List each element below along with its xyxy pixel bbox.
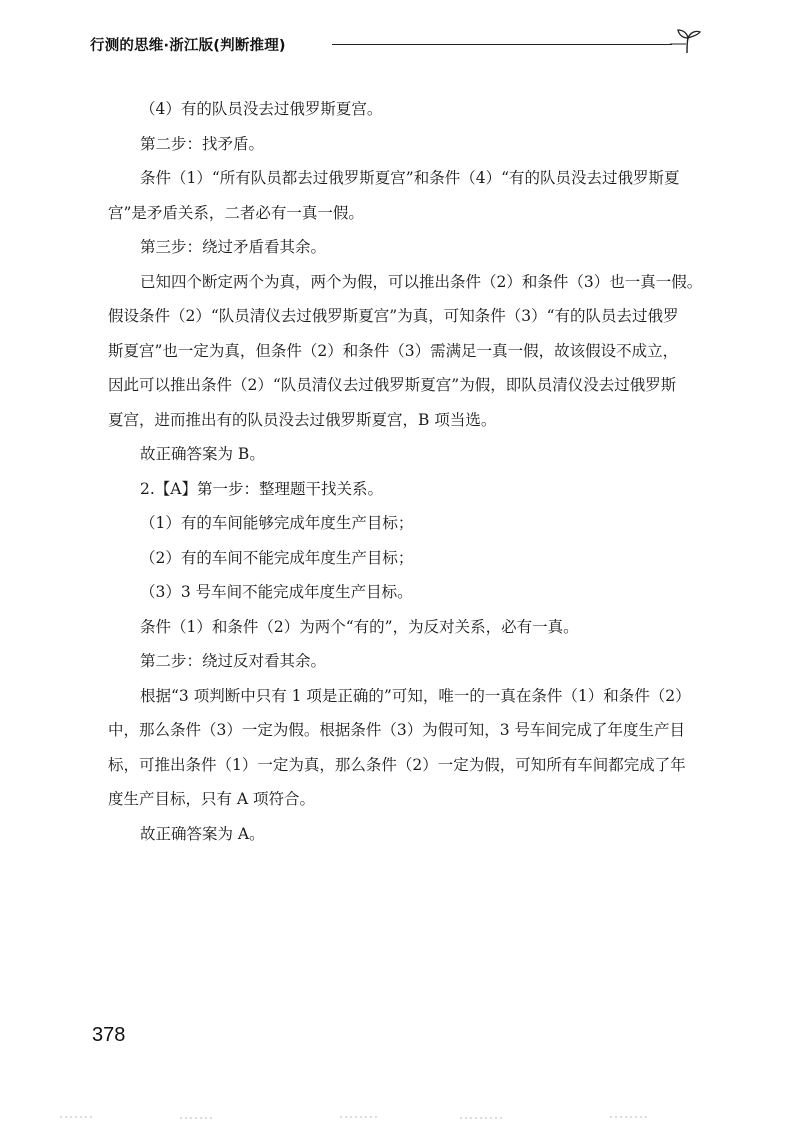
paragraph-line: 中，那么条件（3）一定为假。根据条件（3）为假可知，3 号车间完成了年度生产目 — [108, 721, 686, 739]
sprout-icon — [670, 26, 704, 54]
paragraph-line: 因此可以推出条件（2）“队员清仪去过俄罗斯夏宫”为假，即队员清仪没去过俄罗斯 — [108, 376, 677, 394]
paragraph-line: 2.【A】第一步：整理题干找关系。 — [140, 479, 383, 498]
paragraph-line: 标，可推出条件（1）一定为真，那么条件（2）一定为假，可知所有车间都完成了年 — [108, 755, 686, 774]
paragraph-line: （2）有的车间不能完成年度生产目标； — [140, 548, 414, 567]
paragraph-line: （3）3 号车间不能完成年度生产目标。 — [140, 583, 413, 601]
body-text — [108, 92, 708, 851]
paragraph-line: 宫”是矛盾关系，二者必有一真一假。 — [108, 203, 364, 222]
header-rule — [332, 44, 672, 45]
paragraph-line: 故正确答案为 B。 — [140, 445, 265, 463]
paragraph-line: 第二步：绕过反对看其余。 — [140, 652, 327, 670]
paragraph-line: 第二步：找矛盾。 — [140, 134, 265, 153]
paragraph-line: 已知四个断定两个为真，两个为假，可以推出条件（2）和条件（3）也一真一假。 — [140, 272, 703, 291]
paragraph-line: （4）有的队员没去过俄罗斯夏宫。 — [140, 100, 383, 118]
scan-edge-specks — [0, 1112, 800, 1122]
paragraph-line: 故正确答案为 A。 — [140, 824, 265, 843]
paragraph-line: （1）有的车间能够完成年度生产目标； — [140, 514, 414, 532]
paragraph-line: 夏宫，进而推出有的队员没去过俄罗斯夏宫，B 项当选。 — [108, 410, 497, 429]
header-title: 行测的思维·浙江版(判断推理) — [90, 38, 286, 54]
paragraph-line: 斯夏宫”也一定为真，但条件（2）和条件（3）需满足一真一假，故该假设不成立， — [108, 341, 679, 360]
paragraph-line: 条件（1）“所有队员都去过俄罗斯夏宫”和条件（4）“有的队员没去过俄罗斯夏 — [140, 169, 680, 187]
page-number: 378 — [92, 1024, 126, 1046]
running-header — [90, 26, 710, 56]
paragraph-line: 条件（1）和条件（2）为两个“有的”，为反对关系，必有一真。 — [140, 617, 579, 636]
paragraph-line: 度生产目标，只有 A 项符合。 — [108, 790, 316, 808]
paragraph-line: 根据“3 项判断中只有 1 项是正确的”可知，唯一的一真在条件（1）和条件（2） — [140, 686, 691, 705]
paragraph-line: 假设条件（2）“队员清仪去过俄罗斯夏宫”为真，可知条件（3）“有的队员去过俄罗 — [108, 307, 679, 325]
paragraph-line: 第三步：绕过矛盾看其余。 — [140, 238, 327, 256]
